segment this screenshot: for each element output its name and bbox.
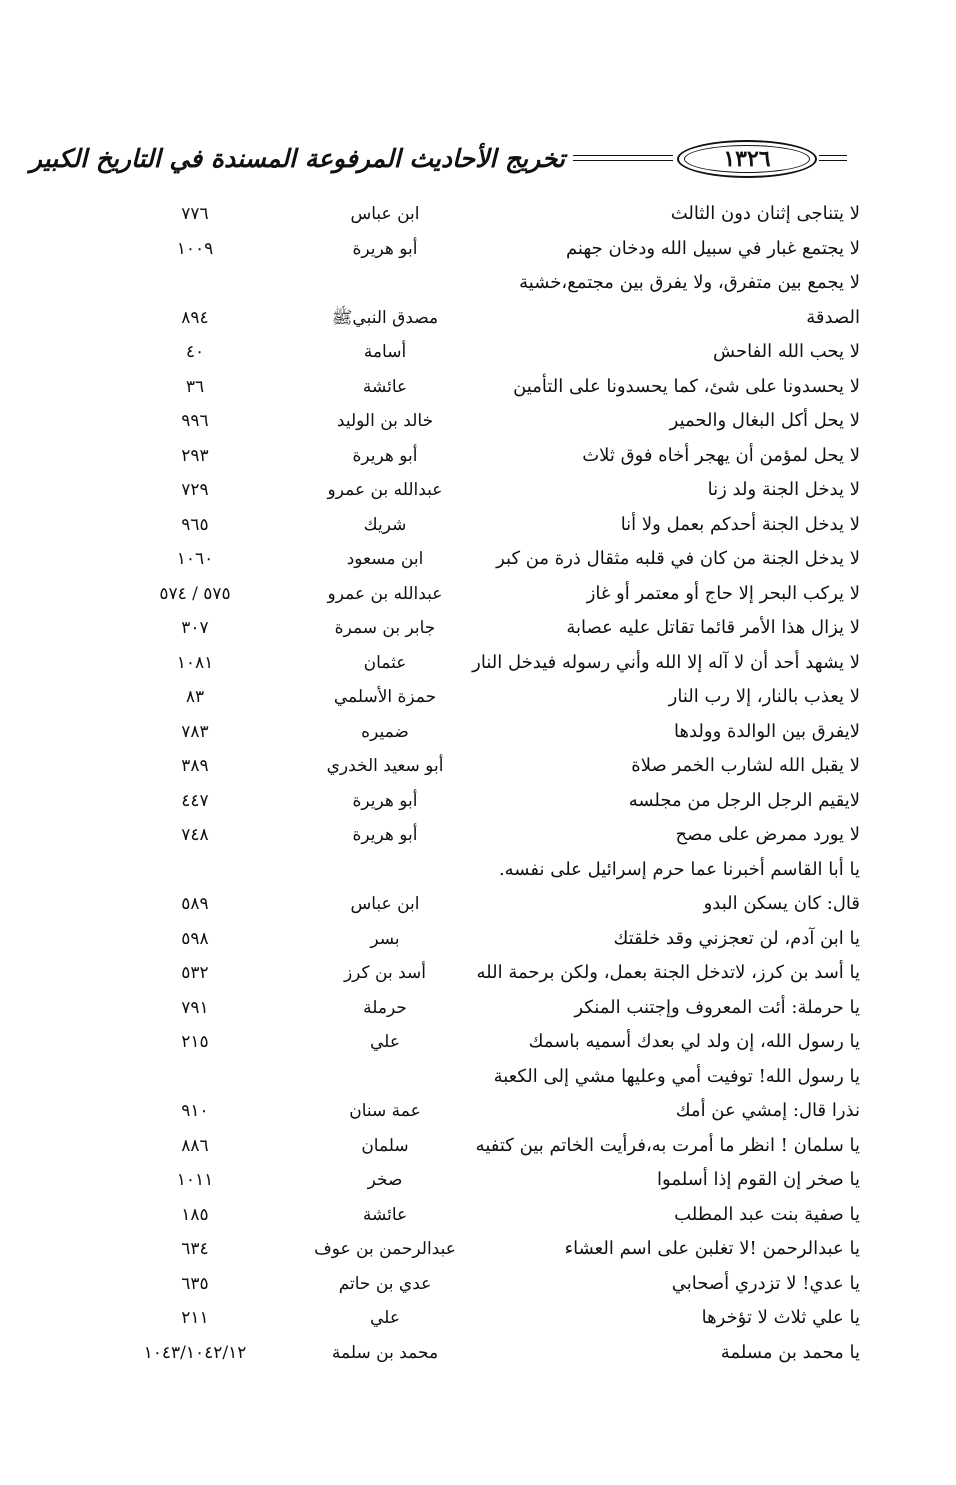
reference-number: ٨٣	[185, 687, 205, 707]
narrator-name: مصدق النبيﷺ	[331, 307, 439, 328]
reference-number: ٥٨٩	[181, 894, 209, 914]
narrator-name: عمة سنان	[349, 1101, 421, 1121]
reference-number: ٥٧٥ / ٥٧٤	[159, 583, 231, 604]
narrator-name: عائشة	[362, 1204, 408, 1225]
index-row	[0, 1301, 956, 1336]
narrator-name: سلمان	[361, 1135, 409, 1156]
reference-number: ٦٣٥	[181, 1273, 209, 1294]
hadith-text: لا يزال هذا الأمر قائما تقاتل عليه عصابة	[566, 617, 860, 638]
index-row	[0, 818, 956, 853]
index-row	[0, 473, 956, 508]
narrator-name: أبو هريرة	[352, 238, 418, 259]
reference-number: ٧٧٦	[181, 204, 209, 224]
running-title: تخريج الأحاديث المرفوعة المسندة في التاريخ الكبير	[29, 144, 565, 173]
hadith-text: لايقيم الرجل الرجل من مجلسه	[628, 789, 860, 811]
narrator-name: ضميره	[361, 721, 409, 742]
narrator-name: عبدالله بن عمرو	[327, 480, 443, 500]
index-row	[0, 370, 956, 405]
index-row	[0, 749, 956, 784]
page-number: ١٣٢٦	[684, 145, 810, 173]
narrator-name: عبدالله بن عمرو	[327, 583, 443, 604]
hadith-text: يا صفية بنت عبد المطلب	[674, 1203, 860, 1225]
hadith-text: يا سلمان ! انظر ما أمرت به،فرأيت الخاتم بين كتفيه	[475, 1134, 860, 1156]
index-row	[0, 1267, 956, 1302]
narrator-name: حمزة الأسلمي	[333, 687, 437, 707]
hadith-text: يا أبا القاسم أخبرنا عما حرم إسرائيل على نفسه.	[498, 858, 860, 880]
hadith-text: لا يشهد أحد أن لا آله إلا الله وأني رسوله فيدخل النار	[472, 651, 860, 673]
header-rule-right	[819, 155, 847, 161]
narrator-name: أبو هريرة	[352, 790, 418, 811]
narrator-name: أسد بن كرز	[343, 963, 427, 983]
narrator-name: ابن عباس	[350, 204, 420, 224]
reference-number: ١٠٦٠	[176, 549, 214, 569]
reference-number: ٦٣٤	[181, 1239, 209, 1259]
hadith-text: لا يقبل الله لشارب الخمر صلاة	[631, 755, 860, 776]
index-row	[0, 1129, 956, 1164]
hadith-index-list	[0, 197, 956, 1370]
narrator-name: شريك	[363, 514, 407, 535]
reference-number: ١٠٤٣/١٠٤٢/١٢	[143, 1342, 247, 1363]
reference-number: ٤٠	[185, 342, 205, 362]
hadith-text: يا محمد بن مسلمة	[720, 1341, 860, 1363]
index-row	[0, 404, 956, 439]
reference-number: ٣٨٩	[181, 756, 209, 776]
index-row	[0, 715, 956, 750]
index-row	[0, 232, 956, 267]
reference-number: ٧٤٨	[181, 825, 209, 845]
index-row	[0, 1094, 956, 1129]
hadith-text: لا يعذب بالنار، إلا رب النار	[668, 686, 860, 707]
index-row	[0, 611, 956, 646]
reference-number: ٨٨٦	[181, 1135, 209, 1156]
hadith-text: يا رسول الله! توفيت أمي وعليها مشي إلى الكعبة	[493, 1065, 860, 1087]
reference-number: ١٨٥	[181, 1204, 209, 1225]
narrator-name: حرملة	[363, 997, 407, 1018]
index-row	[0, 1232, 956, 1267]
index-row	[0, 301, 956, 336]
narrator-name: أسامة	[363, 342, 407, 362]
index-row	[0, 1163, 956, 1198]
index-row	[0, 1025, 956, 1060]
reference-number: ١٠٠٩	[176, 238, 214, 259]
index-row	[0, 887, 956, 922]
reference-number: ٩١٠	[181, 1101, 209, 1121]
reference-number: ٢١١	[181, 1308, 209, 1328]
index-row	[0, 922, 956, 957]
hadith-text: لا يركب البحر إلا حاج أو معتمر أو غاز	[586, 582, 860, 604]
index-row	[0, 646, 956, 681]
reference-number: ٣٠٧	[181, 618, 209, 638]
hadith-text: يا رسول الله، إن ولد لي بعدك أسميه باسمك	[528, 1031, 860, 1052]
reference-number: ٥٣٢	[181, 963, 209, 983]
index-row	[0, 1060, 956, 1095]
hadith-text: لا يورد ممرض على مصح	[675, 824, 860, 845]
hadith-text: يا علي ثلاث لا تؤخرها	[701, 1307, 860, 1328]
page-number-badge	[677, 140, 817, 178]
hadith-text: الصدقة	[806, 306, 860, 328]
narrator-name: محمد بن سلمة	[331, 1342, 439, 1363]
hadith-text: يا أسد بن كرز، لاتدخل الجنة بعمل، ولكن برحمة الله	[476, 962, 860, 983]
narrator-name: عائشة	[362, 376, 408, 397]
narrator-name: علي	[370, 1032, 400, 1052]
hadith-text: لا يدخل الجنة من كان في قلبه مثقال ذرة من كبر	[496, 548, 860, 569]
hadith-text: لا يدخل الجنة أحدكم بعمل ولا أنا	[620, 513, 860, 535]
index-row	[0, 1198, 956, 1233]
hadith-text: لا يحسدونا على شئ، كما يحسدونا على التأمين	[513, 375, 860, 397]
narrator-name: عبدالرحمن بن عوف	[314, 1239, 456, 1259]
hadith-text: يا عدي! لا تزدري أصحابي	[671, 1272, 860, 1294]
reference-number: ٧٩١	[181, 997, 209, 1018]
index-row	[0, 542, 956, 577]
narrator-name: ابن عباس	[350, 894, 420, 914]
reference-number: ١٠١١	[176, 1170, 214, 1190]
hadith-text: يا ابن آدم، لن تعجزني وقد خلقتك	[613, 927, 860, 949]
narrator-name: ابن مسعود	[346, 549, 424, 569]
reference-number: ٧٢٩	[181, 480, 209, 500]
index-row	[0, 439, 956, 474]
hadith-text: لا يجتمع غبار في سبيل الله ودخان جهنم	[565, 237, 860, 259]
index-row	[0, 508, 956, 543]
reference-number: ٧٨٣	[181, 721, 209, 742]
reference-number: ٤٤٧	[181, 790, 209, 811]
index-row	[0, 991, 956, 1026]
reference-number: ٨٩٤	[181, 307, 209, 328]
narrator-name: علي	[370, 1308, 400, 1328]
reference-number: ١٠٨١	[176, 652, 214, 673]
index-row	[0, 197, 956, 232]
page-header	[29, 138, 850, 188]
index-row	[0, 956, 956, 991]
narrator-name: عثمان	[363, 652, 407, 673]
narrator-name: عدي بن حاتم	[338, 1273, 432, 1294]
narrator-name: بسر	[370, 928, 400, 949]
hadith-text: نذرا قال: إمشي عن أمك	[675, 1100, 860, 1121]
narrator-name: أبو هريرة	[352, 825, 418, 845]
reference-number: ٢٩٣	[181, 445, 209, 466]
reference-number: ٥٩٨	[181, 928, 209, 949]
hadith-text: لا يحب الله الفاحش	[713, 341, 860, 362]
index-row	[0, 784, 956, 819]
narrator-name: خالد بن الوليد	[336, 411, 434, 431]
hadith-text: لا يدخل الجنة ولد زنا	[707, 479, 860, 500]
narrator-name: جابر بن سمرة	[334, 618, 436, 638]
reference-number: ٢١٥	[181, 1032, 209, 1052]
index-row	[0, 335, 956, 370]
narrator-name: أبو هريرة	[352, 445, 418, 466]
hadith-text: لا يتناجى إثنان دون الثالث	[670, 203, 860, 224]
narrator-name: صخر	[367, 1170, 403, 1190]
index-row	[0, 853, 956, 888]
hadith-text: يا صخر إن القوم إذا أسلموا	[657, 1169, 860, 1190]
index-row	[0, 680, 956, 715]
reference-number: ٩٦٥	[181, 514, 209, 535]
narrator-name: أبو سعيد الخدري	[326, 756, 444, 776]
hadith-text: يا عبدالرحمن !لا تغلبن على اسم العشاء	[564, 1238, 860, 1259]
hadith-text: يا حرملة: أئت المعروف وإجتنب المنكر	[574, 996, 860, 1018]
index-row	[0, 266, 956, 301]
header-rule-left	[573, 155, 673, 161]
hadith-text: لايفرق بين الوالدة وولدها	[673, 720, 860, 742]
reference-number: ٩٩٦	[181, 411, 209, 431]
index-row	[0, 577, 956, 612]
hadith-text: لا يحل لمؤمن أن يهجر أخاه فوق ثلاث	[582, 444, 860, 466]
index-row	[0, 1336, 956, 1371]
hadith-text: لا يجمع بين متفرق، ولا يفرق بين مجتمع،خشية	[519, 272, 860, 293]
reference-number: ٣٦	[185, 376, 205, 397]
hadith-text: قال: كان يسكن البدو	[703, 893, 860, 914]
hadith-text: لا يحل أكل البغال والحمير	[669, 410, 860, 431]
